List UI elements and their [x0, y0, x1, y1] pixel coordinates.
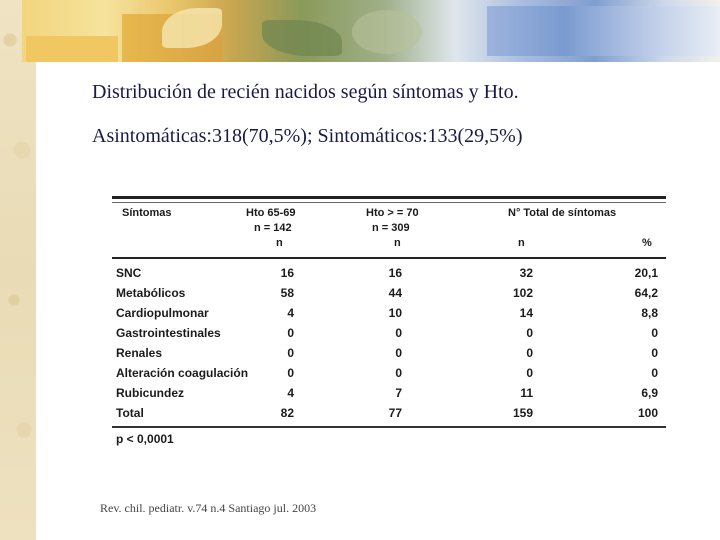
cell-total-n: 159 — [512, 406, 533, 420]
cell-hto2: 0 — [395, 346, 402, 360]
cell-hto1: 0 — [287, 366, 294, 380]
cell-hto1: 16 — [280, 266, 294, 280]
decorative-banner — [22, 0, 720, 62]
table-rule — [112, 426, 666, 428]
cell-total-pct: 6,9 — [641, 386, 658, 400]
cell-symptom: Rubicundez — [116, 386, 184, 400]
slide-title: Distribución de recién nacidos según síntomas y Hto. — [92, 81, 519, 103]
cell-hto2: 0 — [395, 326, 402, 340]
symptoms-table — [110, 196, 668, 454]
leaf-decoration — [262, 20, 342, 56]
cell-total-pct: 100 — [637, 406, 658, 420]
cell-total-n: 32 — [519, 266, 533, 280]
cell-hto1: 58 — [280, 286, 294, 300]
cell-symptom: Alteración coagulación — [116, 366, 249, 380]
table-row — [110, 346, 668, 366]
cell-total-pct: 0 — [651, 326, 658, 340]
cell-total-n: 0 — [526, 346, 533, 360]
decorative-sidebar — [0, 0, 36, 540]
citation: Rev. chil. pediatr. v.74 n.4 Santiago jul. 2003 — [100, 501, 317, 515]
table-rule — [112, 257, 666, 259]
header-hto1-col: n — [276, 237, 283, 249]
slide-content — [36, 62, 720, 540]
cell-hto2: 0 — [395, 366, 402, 380]
cell-hto1: 0 — [287, 346, 294, 360]
cell-hto1: 4 — [287, 306, 294, 320]
table-footnote: p < 0,0001 — [116, 432, 174, 446]
cell-hto2: 10 — [388, 306, 402, 320]
cell-total-pct: 0 — [651, 346, 658, 360]
header-hto1-n: n = 142 — [254, 222, 292, 234]
cell-total-n: 0 — [526, 366, 533, 380]
slide-subtitle: Asintomáticas:318(70,5%); Sintomáticos:133(29,5%) — [92, 125, 523, 147]
header-total: N° Total de síntomas — [508, 207, 617, 219]
cell-total-pct: 64,2 — [634, 286, 658, 300]
header-total-pct: % — [642, 237, 652, 249]
header-hto2-n: n = 309 — [372, 222, 410, 234]
cell-hto1: 82 — [280, 406, 294, 420]
cell-symptom: Renales — [116, 346, 163, 360]
table-rule — [112, 196, 666, 199]
cell-total-n: 11 — [520, 386, 533, 400]
cell-total-n: 102 — [512, 286, 533, 300]
header-hto2: Hto > = 70 — [366, 207, 419, 219]
leaf-decoration — [352, 10, 422, 54]
cell-total-pct: 20,1 — [634, 266, 658, 280]
cell-total-n: 0 — [526, 326, 533, 340]
table-row — [110, 266, 668, 286]
header-sintomas: Síntomas — [122, 207, 172, 219]
cell-symptom: Cardiopulmonar — [116, 306, 209, 320]
table-row — [110, 366, 668, 386]
cell-total-pct: 0 — [651, 366, 658, 380]
cell-total-pct: 8,8 — [641, 306, 658, 320]
header-total-n: n — [518, 237, 525, 249]
cell-hto2: 44 — [388, 286, 402, 300]
cell-symptom: Total — [116, 406, 144, 420]
table-row — [110, 326, 668, 346]
cell-symptom: Gastrointestinales — [116, 326, 221, 340]
header-hto1: Hto 65-69 — [246, 207, 296, 219]
table-row — [110, 306, 668, 326]
cell-hto2: 7 — [395, 386, 402, 400]
table-row — [110, 286, 668, 306]
table-rule — [112, 202, 666, 203]
cell-hto1: 4 — [287, 386, 294, 400]
cell-symptom: SNC — [116, 266, 142, 280]
cell-hto2: 16 — [388, 266, 402, 280]
banner-strip — [487, 6, 720, 56]
cell-symptom: Metabólicos — [116, 286, 186, 300]
banner-block — [26, 36, 118, 62]
table-row — [110, 386, 668, 406]
cell-hto1: 0 — [287, 326, 294, 340]
cell-hto2: 77 — [388, 406, 402, 420]
table-row-total — [110, 406, 668, 426]
header-hto2-col: n — [394, 237, 401, 249]
cell-total-n: 14 — [519, 306, 533, 320]
